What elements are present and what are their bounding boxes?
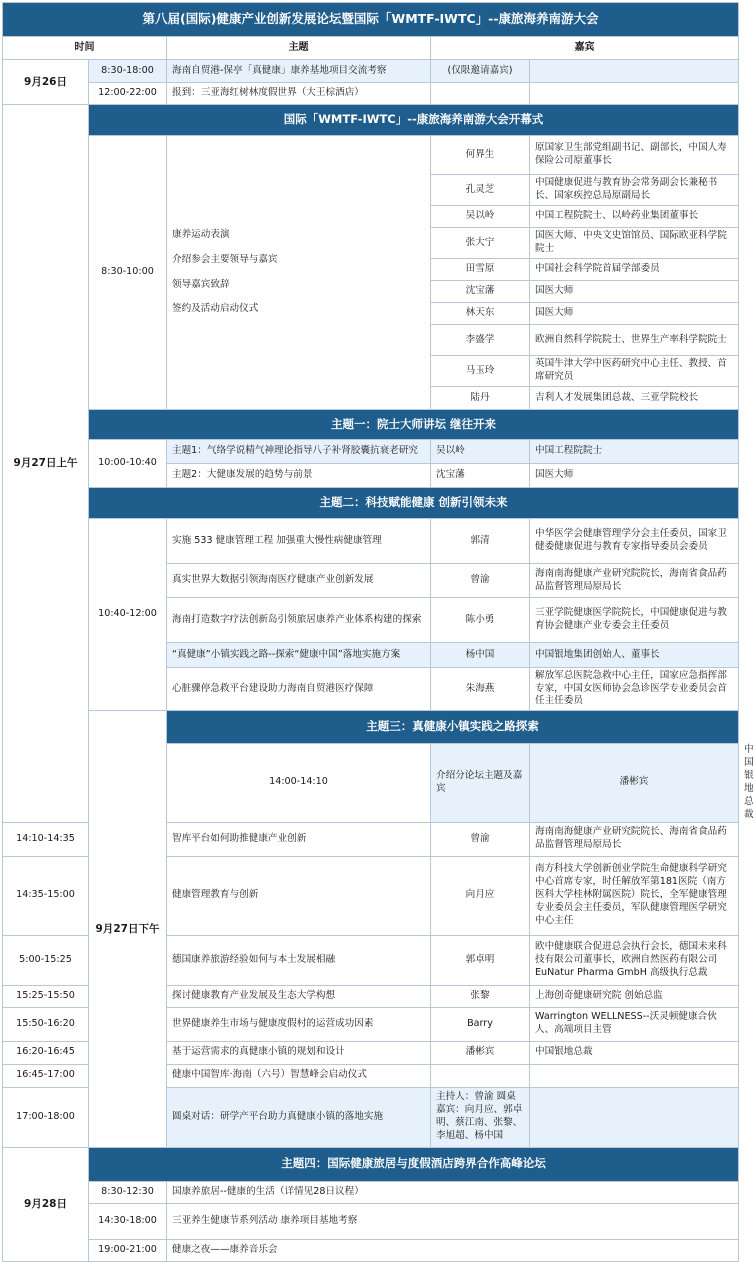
header-row xyxy=(3,37,739,60)
time-cell: 8:30-10:00 xyxy=(89,136,167,410)
time-cell: 15:25-15:50 xyxy=(3,985,89,1007)
guest-desc-cell: 欧中健康联合促进总会执行会长，德国未来科技有限公司董事长，欧洲自然医药有限公司 EuNatur Pharma GmbH 高级执行总裁 xyxy=(530,935,739,985)
topic-cell: 智库平台如何助推健康产业创新 xyxy=(167,822,431,856)
guest-name-cell: 何界生 xyxy=(431,136,530,175)
topic-cell: 世界健康养生市场与健康度假村的运营成功因素 xyxy=(167,1007,431,1041)
guest-desc-cell xyxy=(530,60,739,83)
time-cell: 10:40-12:00 xyxy=(89,519,167,711)
table-row xyxy=(3,1203,739,1239)
guest-desc-cell: 国医大师 xyxy=(530,464,739,488)
time-cell: 12:00-22:00 xyxy=(89,83,167,105)
date-cell: 9月28日 xyxy=(3,1147,89,1261)
guest-name-cell: 曾渝 xyxy=(431,564,530,598)
topic-list xyxy=(167,136,431,410)
topic-cell: 基于运营需求的真健康小镇的规划和设计 xyxy=(167,1041,431,1064)
date-cell: 9月27日下午 xyxy=(89,711,167,1148)
guest-name-cell: 潘彬宾 xyxy=(530,744,739,823)
section-row xyxy=(3,711,739,744)
date-cell: 9月27日上午 xyxy=(3,105,89,823)
topic-cell: 国康养旅居--健康的生活（详情见28日议程） xyxy=(167,1181,739,1203)
guest-name-cell: 潘彬宾 xyxy=(431,1041,530,1064)
guest-desc-cell: 欧洲自然科学院院士、世界生产率科学院院士 xyxy=(530,325,739,356)
topic-cell: 报到：三亚海红树林度假世界（大王棕酒店） xyxy=(167,83,431,105)
time-cell: 14:35-15:00 xyxy=(3,856,89,935)
guest-desc-cell: 海南南海健康产业研究院院长，海南省食品药品监督管理局原局长 xyxy=(530,564,739,598)
time-cell: 14:00-14:10 xyxy=(167,744,431,823)
guest-desc-cell: 上海创奇健康研究院 创始总监 xyxy=(530,985,739,1007)
section-title: 主题一：院士大师讲坛 继往开来 xyxy=(89,410,739,440)
guest-desc-cell: 中国社会科学院首届学部委员 xyxy=(530,259,739,281)
time-cell: 8:30-18:00 xyxy=(89,60,167,83)
guest-name-cell: 郭卓明 xyxy=(431,935,530,985)
guest-name-cell: 杨中国 xyxy=(431,643,530,668)
table-row xyxy=(3,83,739,105)
table-row: 14:00-14:10 介绍分论坛主题及嘉宾 潘彬宾 中国银地总裁 xyxy=(3,744,739,823)
guest-name-cell: 张黎 xyxy=(431,985,530,1007)
date-cell: 9月26日 xyxy=(3,60,89,105)
guest-name-cell: (仅限邀请嘉宾) xyxy=(431,60,530,83)
table-row xyxy=(3,440,739,464)
guest-desc-cell: 国医大师 xyxy=(530,303,739,325)
guest-name-cell xyxy=(431,1064,530,1087)
guest-desc-cell xyxy=(530,1087,739,1147)
time-cell: 14:30-18:00 xyxy=(89,1203,167,1239)
topic-cell: 健康中国智库·海南（六号）智慧峰会启动仪式 xyxy=(167,1064,431,1087)
guest-desc-cell xyxy=(530,83,739,105)
section-row xyxy=(3,105,739,136)
table-row xyxy=(3,1239,739,1261)
schedule-table xyxy=(2,2,754,1262)
guest-name-cell: 孔灵芝 xyxy=(431,175,530,206)
guest-desc-cell: 海南南海健康产业研究院院长、海南省食品药品监督管理局原局长 xyxy=(530,822,739,856)
topic-cell: 海南打造数字疗法创新岛引领旅居康养产业体系构建的探索 xyxy=(167,598,431,643)
guest-name-cell: 吴以岭 xyxy=(431,440,530,464)
time-cell: 16:45-17:00 xyxy=(3,1064,89,1087)
topic-cell: 心脏骤停急救平台建设助力海南自贸港医疗保障 xyxy=(167,668,431,711)
guest-name-cell: 吴以岭 xyxy=(431,206,530,228)
time-cell: 14:10-14:35 xyxy=(3,822,89,856)
table-row xyxy=(3,136,739,175)
topic-cell: 德国康养旅游经验如何与本土发展相融 xyxy=(167,935,431,985)
time-cell: 10:00-10:40 xyxy=(89,440,167,488)
section-title: 国际「WMTF-IWTC」--康旅海养南游大会开幕式 xyxy=(89,105,739,136)
guest-name-cell: 郭清 xyxy=(431,519,530,564)
guest-name-cell: 李盛学 xyxy=(431,325,530,356)
guest-desc-cell: 国医大师 xyxy=(530,281,739,303)
guest-desc-cell: 原国家卫生部党组副书记、副部长，中国人寿保险公司原董事长 xyxy=(530,136,739,175)
topic-cell: 三亚养生健康节系列活动 康养项目基地考察 xyxy=(167,1203,739,1239)
section-row xyxy=(3,488,739,519)
guest-desc-cell: 中国工程院院士、以岭药业集团董事长 xyxy=(530,206,739,228)
guest-desc-cell: 吉利人才发展集团总裁、三亚学院校长 xyxy=(530,387,739,410)
guest-desc-cell: 中华医学会健康管理学分会主任委员，国家卫健委健康促进与教育专家指导委员会委员 xyxy=(530,519,739,564)
guest-name-cell: 陈小勇 xyxy=(431,598,530,643)
guest-name-cell xyxy=(431,83,530,105)
guest-desc-cell: 国医大师、中央文史馆馆员、国际欧亚科学院院士 xyxy=(530,228,739,259)
section-row xyxy=(3,1147,739,1181)
guest-name-cell: 曾渝 xyxy=(431,822,530,856)
guest-name-cell: 沈宝藩 xyxy=(431,281,530,303)
section-title: 主题二：科技赋能健康 创新引领未来 xyxy=(89,488,739,519)
list-item: 签约及活动启动仪式 xyxy=(172,303,259,315)
time-cell: 17:00-18:00 xyxy=(3,1087,89,1147)
page-title: 第八届(国际)健康产业创新发展论坛暨国际「WMTF-IWTC」--康旅海养南游大会 xyxy=(3,3,739,37)
guest-desc-cell: 中国健康促进与教育协会常务副会长兼秘书长、国家疾控总局原副局长 xyxy=(530,175,739,206)
guest-desc-cell: 解放军总医院急救中心主任，国家应急指挥部专家，中国女医师协会急诊医学专业委员会首任主任委员 xyxy=(530,668,739,711)
guest-desc-cell: 中国银地集团创始人、董事长 xyxy=(530,643,739,668)
header-time: 时间 xyxy=(3,37,167,60)
guest-desc-cell: Warrington WELLNESS--沃灵顿健康合伙人、高端项目主管 xyxy=(530,1007,739,1041)
guest-name-cell: Barry xyxy=(431,1007,530,1041)
topic-cell: 主题1：气络学说精气神理论指导八子补肾胶囊抗衰老研究 xyxy=(167,440,431,464)
time-cell: 8:30-12:30 xyxy=(89,1181,167,1203)
guest-name-cell: 向月应 xyxy=(431,856,530,935)
guest-desc-cell: 中国银地总裁 xyxy=(530,1041,739,1064)
topic-cell: 圆桌对话：研学产平台助力真健康小镇的落地实施 xyxy=(167,1087,431,1147)
time-cell: 16:20-16:45 xyxy=(3,1041,89,1064)
time-cell: 5:00-15:25 xyxy=(3,935,89,985)
guest-name-cell: 陆丹 xyxy=(431,387,530,410)
guest-desc-cell: 南方科技大学创新创业学院生命健康科学研究中心首席专家，时任解放军第181医院（南方医科大学桂林附属医院）院长，全军健康管理专业委员会主任委员，军队健康管理医学研究中心主任 xyxy=(530,856,739,935)
topic-cell: 海南自贸港-保亭「真健康」康养基地项目交流考察 xyxy=(167,60,431,83)
guest-name-cell: 主持人：曾渝 圆桌嘉宾：向月应、郭卓明、蔡江南、张黎、李旭超、杨中国 xyxy=(431,1087,530,1147)
topic-cell: 介绍分论坛主题及嘉宾 xyxy=(431,744,530,823)
table-row xyxy=(3,60,739,83)
section-title: 主题四：国际健康旅居与度假酒店跨界合作高峰论坛 xyxy=(89,1147,739,1181)
topic-cell: 健康之夜——康养音乐会 xyxy=(167,1239,739,1261)
time-cell: 19:00-21:00 xyxy=(89,1239,167,1261)
topic-cell: 真实世界大数据引领海南医疗健康产业创新发展 xyxy=(167,564,431,598)
header-topic: 主题 xyxy=(167,37,431,60)
header-guest: 嘉宾 xyxy=(431,37,739,60)
list-item: 领导嘉宾致辞 xyxy=(172,278,230,290)
guest-name-cell: 朱海燕 xyxy=(431,668,530,711)
guest-desc-cell: 三亚学院健康医学院院长，中国健康促进与教育协会健康产业专委会主任委员 xyxy=(530,598,739,643)
time-cell: 15:50-16:20 xyxy=(3,1007,89,1041)
list-item: 康养运动表演 xyxy=(172,228,230,240)
topic-cell: “真健康”小镇实践之路--探索“健康中国”落地实施方案 xyxy=(167,643,431,668)
section-title: 主题三：真健康小镇实践之路探索 xyxy=(167,711,739,744)
guest-name-cell: 田雪原 xyxy=(431,259,530,281)
guest-name-cell: 张大宁 xyxy=(431,228,530,259)
table-row xyxy=(3,1181,739,1203)
guest-name-cell: 沈宝藩 xyxy=(431,464,530,488)
guest-name-cell: 马玉玲 xyxy=(431,356,530,387)
section-row xyxy=(3,410,739,440)
topic-cell: 实施 533 健康管理工程 加强重大慢性病健康管理 xyxy=(167,519,431,564)
guest-name-cell: 林天东 xyxy=(431,303,530,325)
topic-cell: 主题2：大健康发展的趋势与前景 xyxy=(167,464,431,488)
title-row xyxy=(3,3,739,37)
topic-cell: 探讨健康教育产业发展及生态大学构想 xyxy=(167,985,431,1007)
list-item: 介绍参会主要领导与嘉宾 xyxy=(172,253,278,265)
guest-desc-cell: 中国工程院院士 xyxy=(530,440,739,464)
guest-desc-cell: 英国牛津大学中医药研究中心主任、教授、首席研究员 xyxy=(530,356,739,387)
guest-desc-cell xyxy=(530,1064,739,1087)
table-row xyxy=(3,519,739,564)
topic-cell: 健康管理教育与创新 xyxy=(167,856,431,935)
